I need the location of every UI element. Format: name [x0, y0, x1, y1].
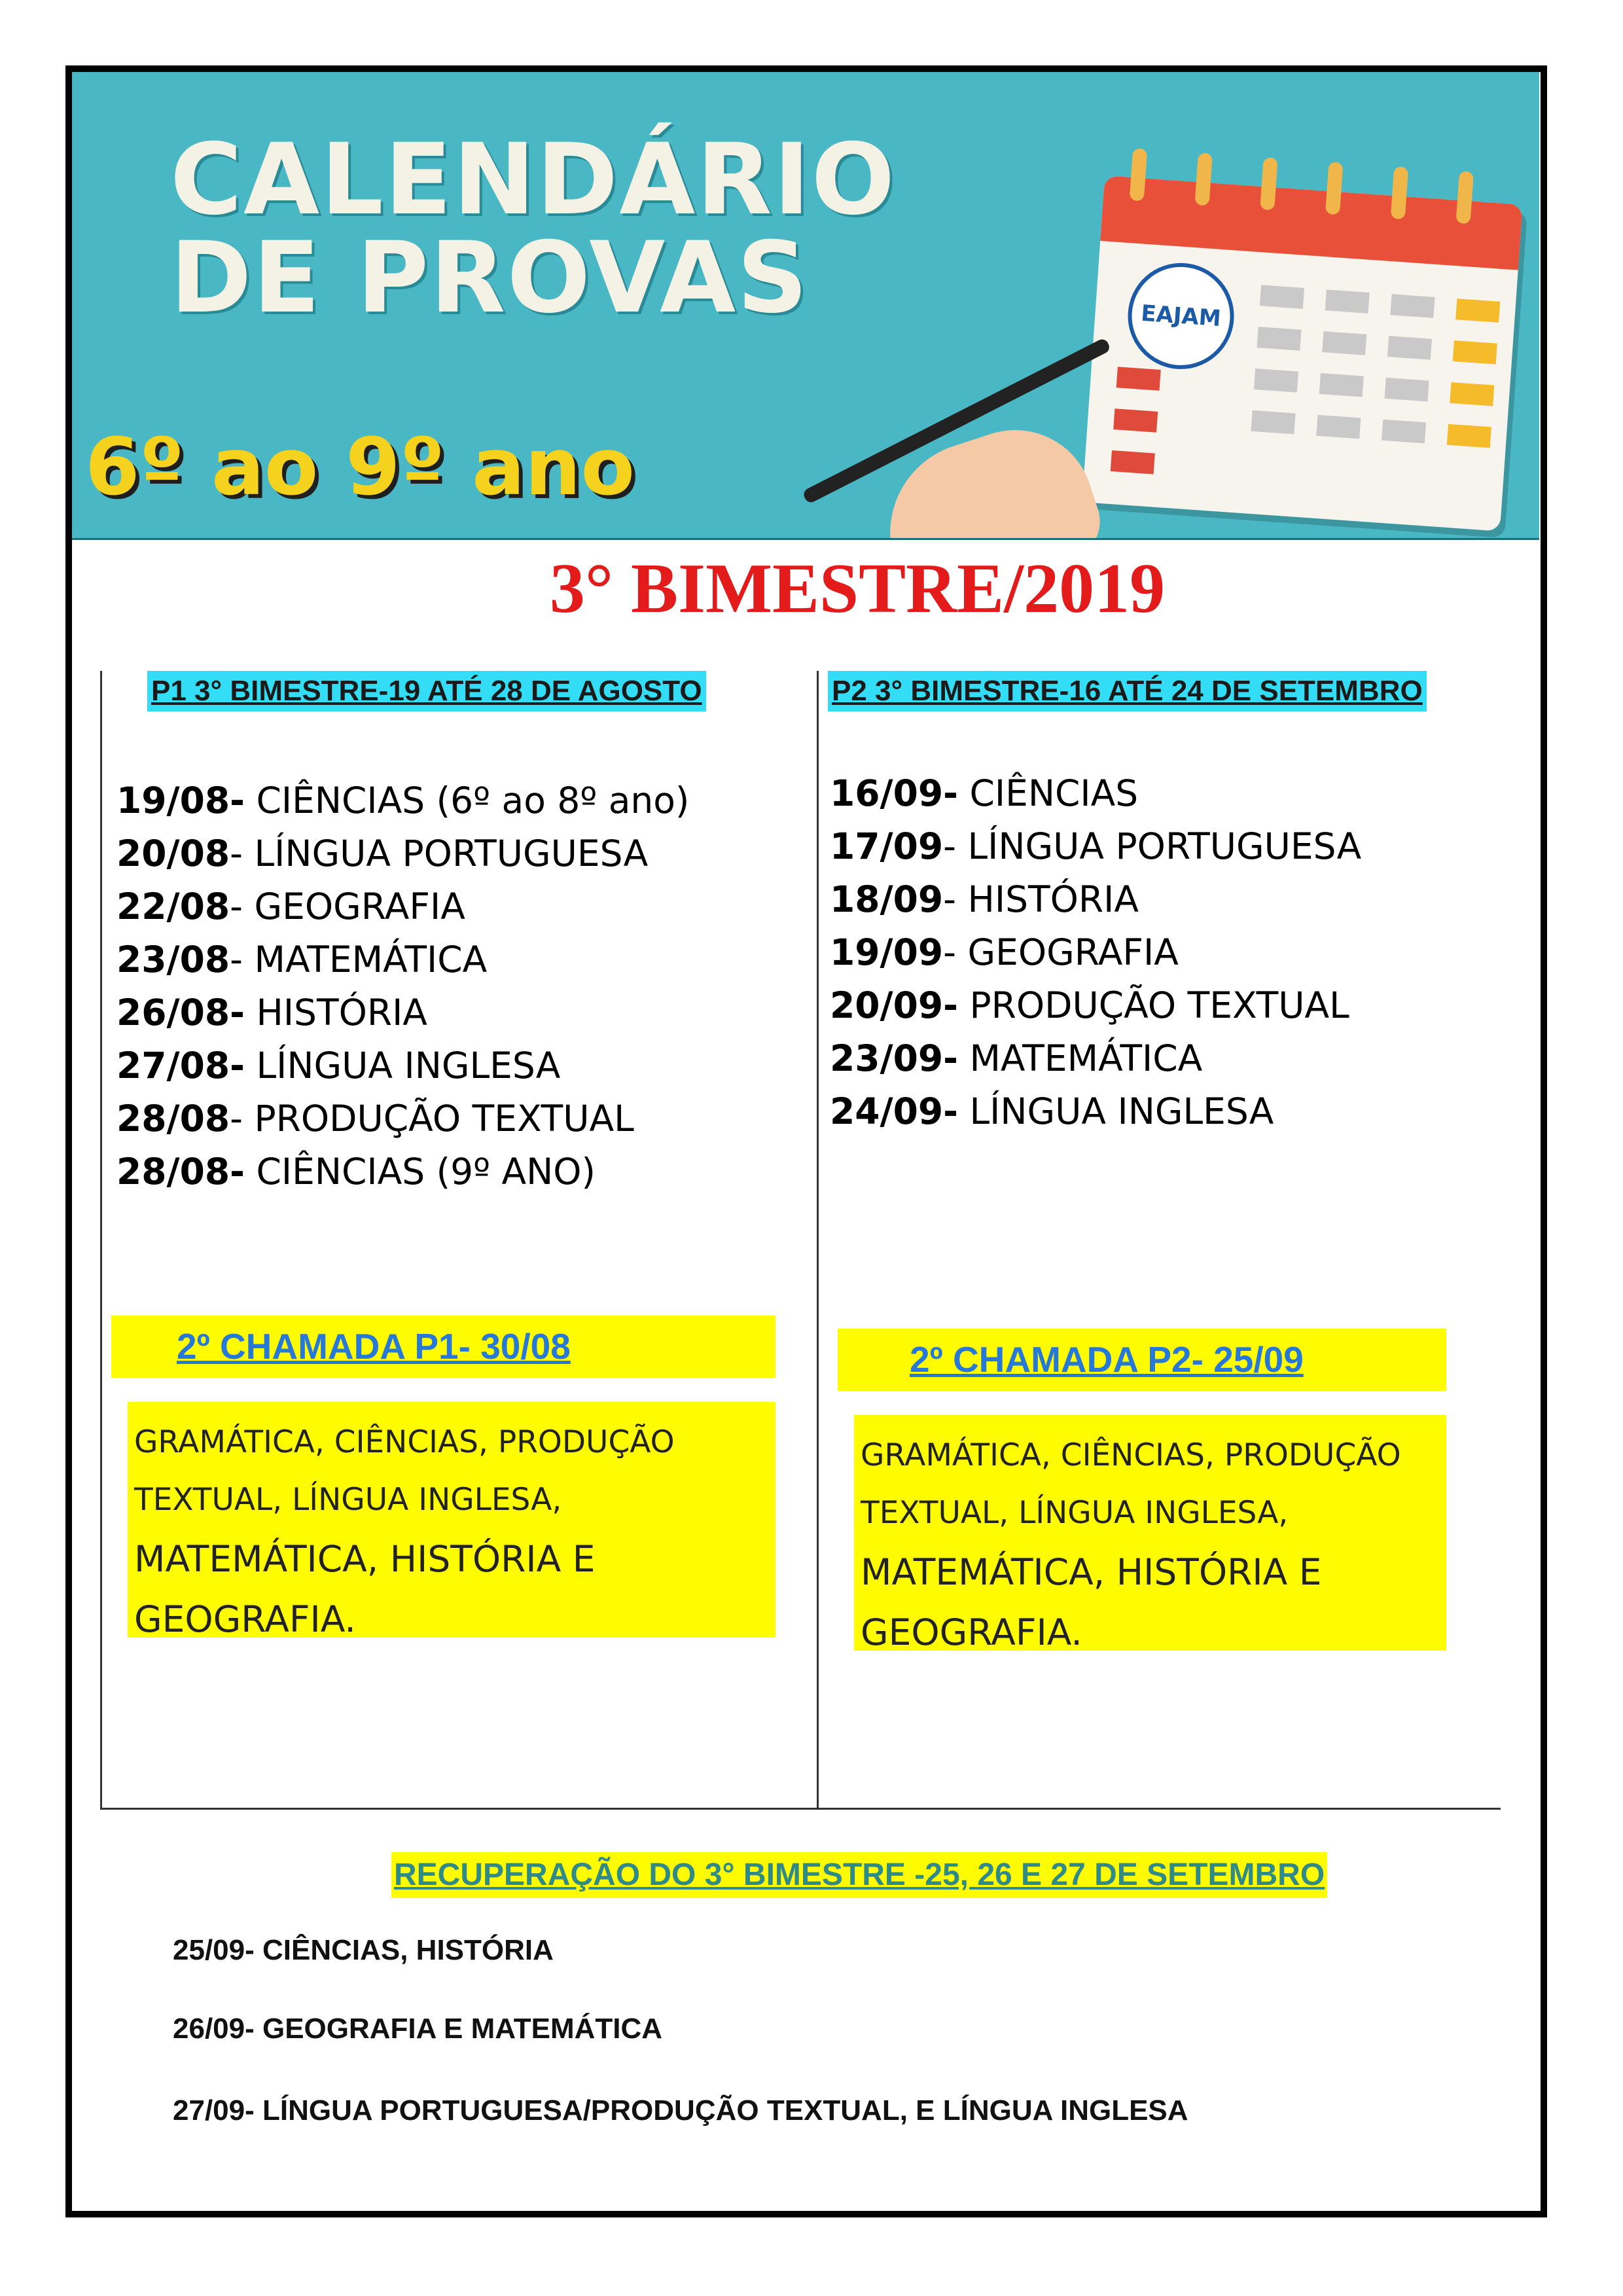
- hand-icon: [866, 410, 1110, 540]
- banner-grades: 6º ao 9º ano: [85, 422, 635, 513]
- list-item: 28/08- PRODUÇÃO TEXTUAL: [116, 1098, 634, 1139]
- list-item: 23/08- MATEMÁTICA: [116, 939, 488, 980]
- list-item: 19/08- CIÊNCIAS (6º ao 8º ano): [116, 780, 690, 821]
- p2-header: P2 3° BIMESTRE-16 ATÉ 24 DE SETEMBRO: [828, 671, 1427, 711]
- recuperacao-item: 26/09- GEOGRAFIA E MATEMÁTICA: [173, 2013, 663, 2045]
- p2-second-call: 2º CHAMADA P2- 25/09: [838, 1329, 1446, 1391]
- p1-header: P1 3° BIMESTRE-19 ATÉ 28 DE AGOSTO: [147, 671, 706, 711]
- list-item: 17/09- LÍNGUA PORTUGUESA: [830, 825, 1362, 867]
- page-title: 3° BIMESTRE/2019: [549, 550, 1166, 628]
- banner-title-line1: CALENDÁRIO: [170, 123, 897, 237]
- p2-exam-list: [830, 767, 1361, 1138]
- banner-title: [170, 123, 897, 335]
- list-item: 16/09- CIÊNCIAS: [830, 772, 1139, 814]
- table-left-border: [100, 671, 102, 1810]
- p1-exam-list: [116, 774, 689, 1198]
- list-item: 27/08- LÍNGUA INGLESA: [116, 1045, 561, 1086]
- calendar-illustration: [1082, 175, 1522, 531]
- p2-second-call-subjects: GRAMÁTICA, CIÊNCIAS, PRODUÇÃO TEXTUAL, LÍNGUA INGLESA, MATEMÁTICA, HISTÓRIA E GEOGRAFIA.: [854, 1415, 1446, 1651]
- table-column-divider: [817, 671, 819, 1810]
- calendar-red-cells: [1111, 367, 1161, 474]
- p1-second-call-subjects: GRAMÁTICA, CIÊNCIAS, PRODUÇÃO TEXTUAL, LÍNGUA INGLESA, MATEMÁTICA, HISTÓRIA E GEOGRAFIA.: [128, 1402, 776, 1638]
- list-item: 18/09- HISTÓRIA: [830, 878, 1139, 920]
- recuperacao-header: RECUPERAÇÃO DO 3° BIMESTRE -25, 26 E 27 DE SETEMBRO: [391, 1852, 1327, 1898]
- calendar-grid: [1251, 285, 1501, 448]
- p1-second-call: 2º CHAMADA P1- 30/08: [111, 1316, 776, 1378]
- recuperacao-item: 25/09- CIÊNCIAS, HISTÓRIA: [173, 1934, 554, 1966]
- list-item: 24/09- LÍNGUA INGLESA: [830, 1090, 1274, 1132]
- list-item: 23/09- MATEMÁTICA: [830, 1037, 1203, 1079]
- list-item: 19/09- GEOGRAFIA: [830, 931, 1179, 973]
- list-item: 26/08- HISTÓRIA: [116, 992, 427, 1033]
- header-banner: [72, 72, 1539, 540]
- list-item: 22/08- GEOGRAFIA: [116, 886, 465, 927]
- list-item: 28/08- CIÊNCIAS (9º ANO): [116, 1151, 596, 1193]
- banner-title-line2: DE PROVAS: [170, 221, 810, 335]
- school-logo: EAJAM: [1124, 259, 1238, 372]
- table-bottom-border: [100, 1808, 1501, 1810]
- recuperacao-item: 27/09- LÍNGUA PORTUGUESA/PRODUÇÃO TEXTUAL, E LÍNGUA INGLESA: [173, 2094, 1188, 2126]
- list-item: 20/09- PRODUÇÃO TEXTUAL: [830, 984, 1349, 1026]
- list-item: 20/08- LÍNGUA PORTUGUESA: [116, 833, 649, 874]
